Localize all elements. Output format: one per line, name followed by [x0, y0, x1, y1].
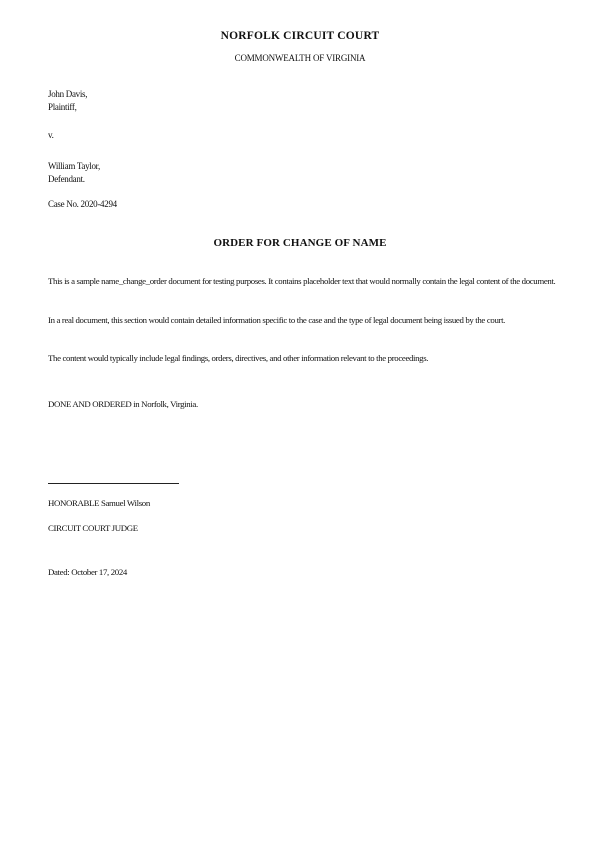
plaintiff-name: John Davis,	[48, 89, 88, 99]
defendant-role: Defendant.	[48, 174, 85, 184]
versus-label: v.	[48, 130, 54, 140]
body-paragraph-3: The content would typically include legal findings, orders, directives, and other information relevant to the proceedings.	[48, 353, 429, 363]
defendant-block	[48, 160, 100, 186]
judge-title: CIRCUIT COURT JUDGE	[48, 523, 138, 533]
dated-line: Dated: October 17, 2024	[48, 567, 127, 577]
document-title: ORDER FOR CHANGE OF NAME	[213, 237, 387, 249]
plaintiff-block	[48, 88, 87, 114]
signature-line	[48, 483, 179, 484]
court-jurisdiction: COMMONWEALTH OF VIRGINIA	[234, 53, 366, 63]
case-number: Case No. 2020-4294	[48, 199, 117, 209]
done-and-ordered: DONE AND ORDERED in Norfolk, Virginia.	[48, 399, 198, 409]
defendant-name: William Taylor,	[48, 161, 100, 171]
judge-name: HONORABLE Samuel Wilson	[48, 498, 150, 508]
court-name: NORFOLK CIRCUIT COURT	[220, 30, 380, 42]
plaintiff-role: Plaintiff,	[48, 102, 77, 112]
body-paragraph-2: In a real document, this section would contain detailed information specific to the case and the type of legal document being issued by the court.	[48, 315, 506, 325]
body-paragraph-1: This is a sample name_change_order document for testing purposes. It contains placeholder text that would normally contain the legal content of the document.	[48, 276, 556, 286]
